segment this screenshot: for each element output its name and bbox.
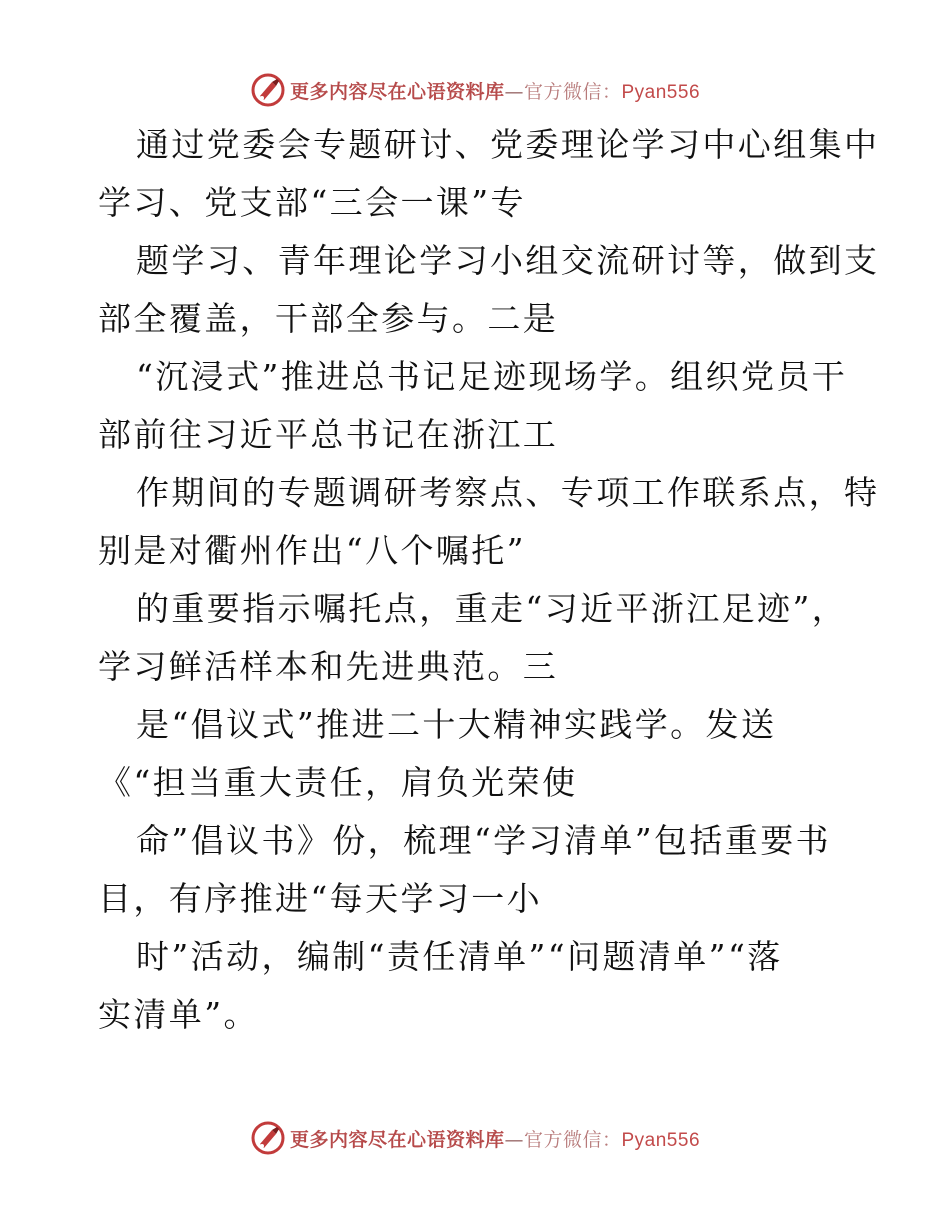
body-text-line: 题学习、青年理论学习小组交流研讨等，做到支: [136, 241, 880, 280]
body-text-line: 是“倡议式”推进二十大精神实践学。发送: [136, 705, 777, 744]
footer-banner-wechat-id: Pyan556: [621, 1129, 701, 1151]
header-banner: [0, 70, 950, 110]
header-banner-dash: —: [504, 80, 524, 103]
body-text-line: 部前往习近平总书记在浙江工: [98, 415, 559, 454]
body-text-line: “沉浸式”推进总书记足迹现场学。组织党员干: [136, 357, 848, 396]
body-text-line: 学习、党支部“三会一课”专: [98, 183, 526, 222]
body-text-line: 别是对衢州作出“八个嘱托”: [98, 531, 526, 570]
body-text-line: 目，有序推进“每天学习一小: [98, 879, 543, 918]
footer-banner-text: [290, 1125, 700, 1152]
footer-banner-title: 更多内容尽在心语资料库: [289, 1128, 505, 1151]
body-text-line: 实清单”。: [98, 995, 259, 1034]
body-text-line: 通过党委会专题研讨、党委理论学习中心组集中: [136, 125, 880, 164]
header-banner-wechat-id: Pyan556: [621, 81, 701, 103]
header-banner-text: [290, 77, 700, 104]
footer-banner-wechat-label: 官方微信：: [523, 1128, 622, 1151]
header-banner-wechat-label: 官方微信：: [523, 80, 622, 103]
pen-nib-logo-icon: [250, 72, 286, 108]
document-body: [98, 116, 880, 1044]
body-text-line: 部全覆盖，干部全参与。二是: [98, 299, 559, 338]
footer-banner-dash: —: [504, 1128, 524, 1151]
body-text-line: 的重要指示嘱托点，重走“习近平浙江足迹”，: [136, 589, 848, 628]
body-text-line: 学习鲜活样本和先进典范。三: [98, 647, 559, 686]
body-text-line: 作期间的专题调研考察点、专项工作联系点，特: [136, 473, 880, 512]
footer-banner: [0, 1118, 950, 1158]
pen-nib-logo-icon: [250, 1120, 286, 1156]
body-text-line: 命”倡议书》份，梳理“学习清单”包括重要书: [136, 821, 832, 860]
header-banner-title: 更多内容尽在心语资料库: [289, 80, 505, 103]
body-text-line: 时”活动，编制“责任清单”“问题清单”“落: [136, 937, 783, 976]
body-text-line: 《“担当重大责任，肩负光荣使: [98, 763, 578, 802]
